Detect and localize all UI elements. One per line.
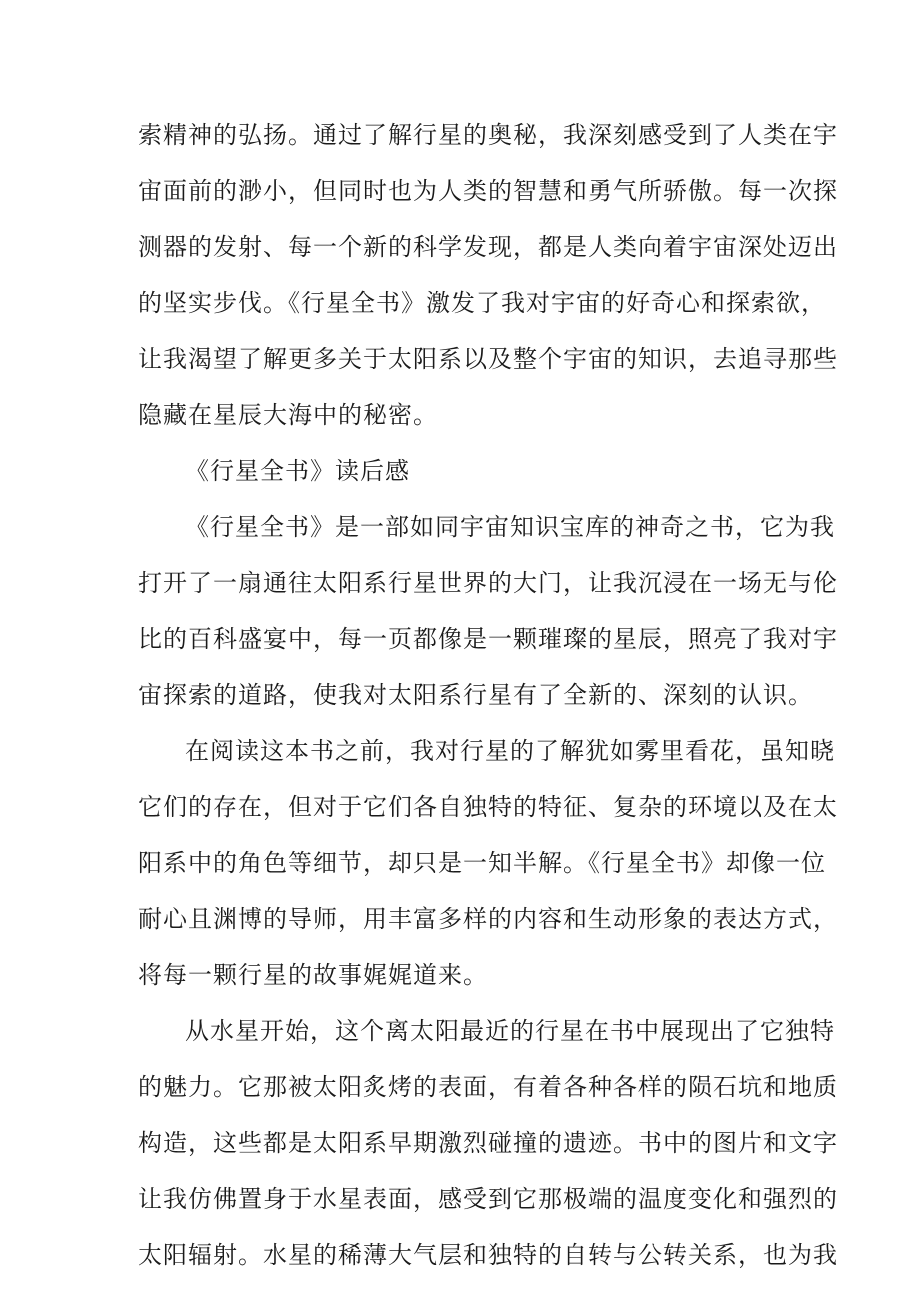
text-line: 打开了一扇通往太阳系行星世界的大门，让我沉浸在一场无与伦 [138, 569, 838, 597]
text-line: 将每一颗行星的故事娓娓道来。 [138, 961, 488, 989]
text-line: 构造，这些都是太阳系早期激烈碰撞的遗迹。书中的图片和文字 [138, 1129, 838, 1157]
text-line: 测器的发射、每一个新的科学发现，都是人类向着宇宙深处迈出 [138, 233, 838, 261]
text-line: 宙探索的道路，使我对太阳系行星有了全新的、深刻的认识。 [138, 681, 813, 709]
section-title: 《行星全书》读后感 [185, 457, 410, 485]
text-line: 比的百科盛宴中，每一页都像是一颗璀璨的星辰，照亮了我对宇 [138, 625, 838, 653]
text-line: 在阅读这本书之前，我对行星的了解犹如雾里看花，虽知晓 [185, 737, 835, 765]
text-line: 它们的存在，但对于它们各自独特的特征、复杂的环境以及在太 [138, 793, 838, 821]
text-line: 宙面前的渺小，但同时也为人类的智慧和勇气所骄傲。每一次探 [138, 177, 838, 205]
text-line: 隐藏在星辰大海中的秘密。 [138, 401, 438, 429]
text-line: 《行星全书》是一部如同宇宙知识宝库的神奇之书，它为我 [185, 513, 835, 541]
text-line: 阳系中的角色等细节，却只是一知半解。《行星全书》却像一位 [138, 849, 826, 877]
text-line: 的坚实步伐。《行星全书》激发了我对宇宙的好奇心和探索欲， [138, 289, 826, 317]
text-line: 索精神的弘扬。通过了解行星的奥秘，我深刻感受到了人类在宇 [138, 121, 838, 149]
text-line: 让我渴望了解更多关于太阳系以及整个宇宙的知识，去追寻那些 [138, 345, 838, 373]
text-line: 太阳辐射。水星的稀薄大气层和独特的自转与公转关系，也为我 [138, 1241, 838, 1269]
text-line: 耐心且渊博的导师，用丰富多样的内容和生动形象的表达方式， [138, 905, 838, 933]
text-line: 的魅力。它那被太阳炙烤的表面，有着各种各样的陨石坑和地质 [138, 1073, 838, 1101]
text-line: 从水星开始，这个离太阳最近的行星在书中展现出了它独特 [185, 1017, 835, 1045]
text-line: 让我仿佛置身于水星表面，感受到它那极端的温度变化和强烈的 [138, 1185, 838, 1213]
